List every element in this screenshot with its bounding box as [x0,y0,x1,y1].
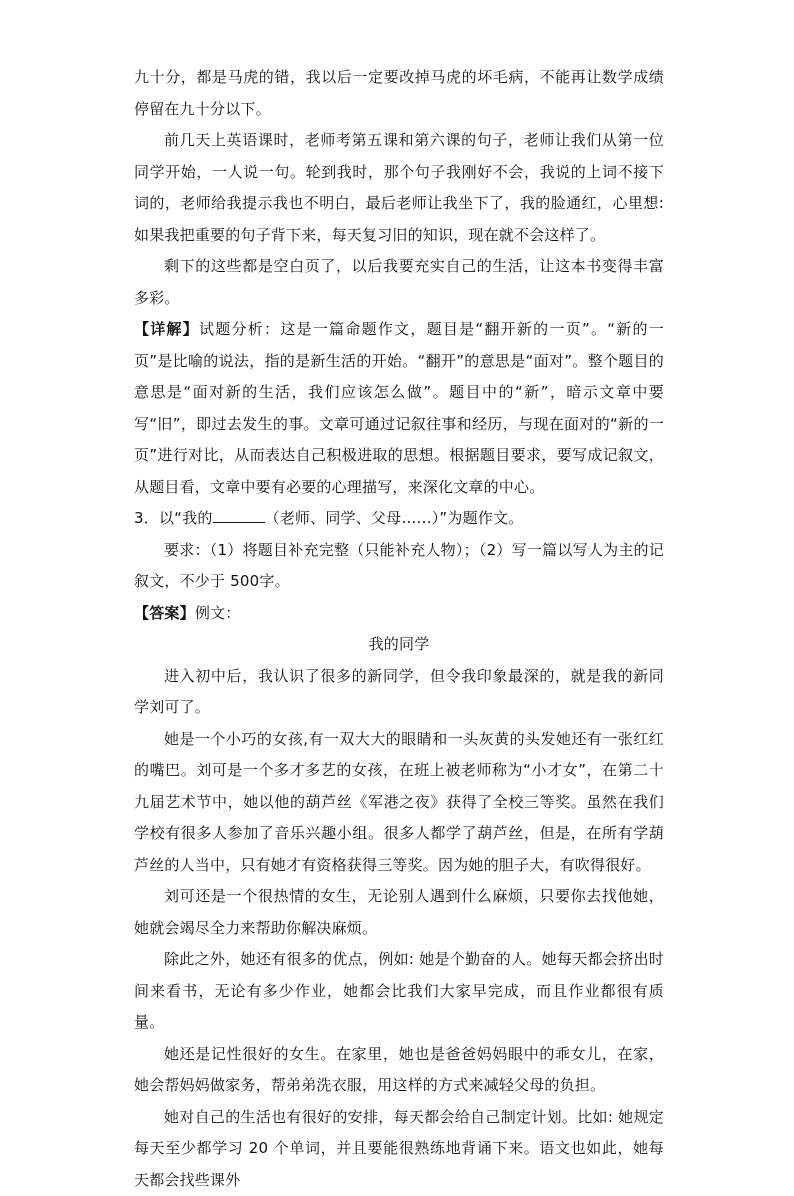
fill-in-blank [213,508,265,523]
essay-paragraph: 进入初中后，我认识了很多的新同学，但令我印象最深的，就是我的新同学刘可了。 [134,661,664,724]
top-section [134,62,664,1196]
paragraph-continued: 九十分，都是马虎的错，我以后一定要改掉马虎的坏毛病，不能再让数学成绩停留在九十分以下。 [134,62,664,125]
essay-paragraph: 她对自己的生活也有很好的安排，每天都会给自己制定计划。比如: 她规定每天至少都学习 20 个单词，并且要能很熟练地背诵下来。语文也如此，她每天都会找些课外 [134,1102,664,1196]
question-prefix: 3．以“我的 [134,509,213,527]
question-suffix: （老师、同学、父母……）”为题作文。 [265,509,524,527]
essay-paragraph: 除此之外，她还有很多的优点，例如: 她是个勤奋的人。她每天都会挤出时间来看书，无论有多少作业，她都会比我们大家早完成，而且作业都很有质量。 [134,944,664,1039]
analysis-tag: 【详解】 [134,320,199,338]
paragraph-english-class: 前几天上英语课时，老师考第五课和第六课的句子，老师让我们从第一位同学开始，一人说一句。轮到我时，那个句子我刚好不会，我说的上词不接下词的，老师给我提示我也不明白，最后老师让我坐下了，我的脸通红，心里想:如果我把重要的句子背下来，每天复习旧的知识，现在就不会这样了。 [134,125,664,251]
essay-paragraph: 她是一个小巧的女孩,有一双大大的眼睛和一头灰黄的头发她还有一张红红的嘴巴。刘可是一个多才多艺的女孩，在班上被老师称为“小才女”，在第二十九届艺术节中，她以他的葫芦丝《军港之夜》获得了全校三等奖。虽然在我们学校有很多人参加了音乐兴趣小组。很多人都学了葫芦丝，但是，在所有学葫芦丝的人当中，只有她才有资格获得三等奖。因为她的胆子大，有吹得很好。 [134,724,664,882]
essay-paragraph: 刘可还是一个很热情的女生，无论别人遇到什么麻烦，只要你去找他她，她就会竭尽全力来帮助你解决麻烦。 [134,881,664,944]
question-line [134,503,664,535]
answer-tag: 【答案】 [134,604,195,622]
essay-title: 我的同学 [134,629,664,661]
question-requirement: 要求：（1）将题目补充完整（只能补充人物）；（2）写一篇以写人为主的记叙文，不少于 500字。 [134,535,664,598]
answer-text: 例文： [195,604,241,622]
analysis-text: 试题分析：这是一篇命题作文，题目是“翻开新的一页”。“新的一页”是比喻的说法，指的是新生活的开始。“翻开”的意思是“面对”。整个题目的意思是“面对新的生活，我们应该怎么做”。题目中的“新”，暗示文章中要写“旧”，即过去发生的事。文章可通过记叙往事和经历，与现在面对的“新的一页”进行对比，从而表达自己积极进取的思想。根据题目要求，要写成记叙文，从题目看，文章中要有必要的心理描写，来深化文章的中心。 [134,320,664,496]
essay-paragraph: 她还是记性很好的女生。在家里，她也是爸爸妈妈眼中的乖女儿，在家，她会帮妈妈做家务，帮弟弟洗衣服，用这样的方式来减轻父母的负担。 [134,1039,664,1102]
paragraph-blank-pages: 剩下的这些都是空白页了，以后我要充实自己的生活，让这本书变得丰富多彩。 [134,251,664,314]
analysis-paragraph [134,314,664,503]
answer-line [134,598,664,630]
